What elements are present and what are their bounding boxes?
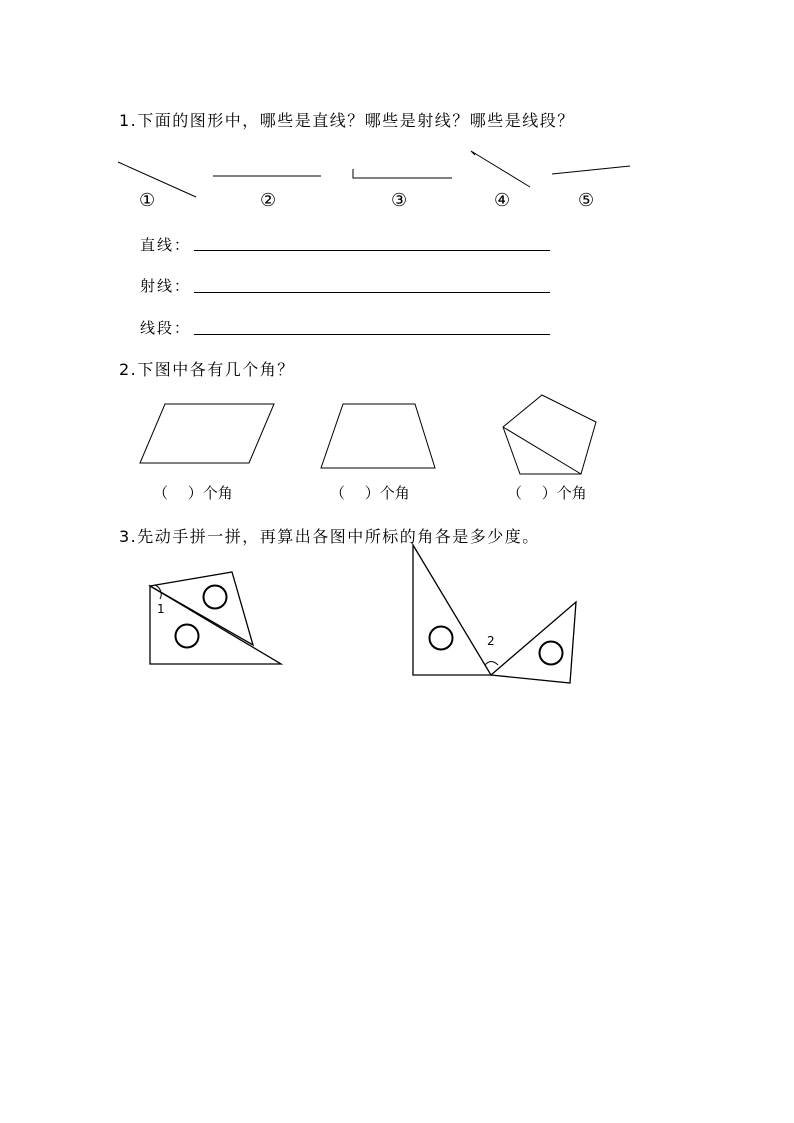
label-straight-line: 直线： xyxy=(140,236,192,254)
answer-blank-3[interactable]: （ ）个角 xyxy=(507,484,587,502)
question-2-text: 2.下图中各有几个角？ xyxy=(119,360,295,379)
answer-blank-1[interactable]: （ ）个角 xyxy=(153,484,233,502)
figure-3-line xyxy=(353,169,452,178)
parallelogram-shape xyxy=(140,404,274,463)
ruler-hole-circle xyxy=(204,586,227,609)
figure-number-4: ④ xyxy=(494,190,511,211)
answer-line-ray[interactable] xyxy=(194,292,550,293)
triangle-ruler-right xyxy=(491,602,576,683)
figure-number-3: ③ xyxy=(391,190,408,211)
pentagon-shape xyxy=(503,395,596,474)
figure-number-1: ① xyxy=(139,190,156,211)
ruler-hole-circle xyxy=(176,625,199,648)
question-1-text: 1.下面的图形中，哪些是直线？哪些是射线？哪些是线段？ xyxy=(119,111,575,130)
ruler-hole-circle xyxy=(540,642,563,665)
triangle-ruler-small xyxy=(150,572,253,645)
trapezoid-shape xyxy=(321,404,435,468)
figure-5-line xyxy=(552,166,630,174)
angle-2-arc xyxy=(485,662,498,666)
figure-number-5: ⑤ xyxy=(578,190,595,211)
answer-blank-2[interactable]: （ ）个角 xyxy=(330,484,410,502)
ruler-hole-circle xyxy=(430,627,453,650)
angle-2-label: 2 xyxy=(487,634,495,648)
pentagon-diagonal xyxy=(503,427,581,474)
label-ray: 射线： xyxy=(140,277,192,295)
question-3-text: 3.先动手拼一拼，再算出各图中所标的角各是多少度。 xyxy=(119,527,540,546)
figure-1-line xyxy=(118,162,196,197)
answer-line-segment[interactable] xyxy=(194,334,550,335)
angle-1-label: 1 xyxy=(157,602,165,616)
triangle-ruler-left xyxy=(413,545,491,675)
figure-4-line xyxy=(471,151,530,187)
answer-line-straight[interactable] xyxy=(194,250,550,251)
figure-number-2: ② xyxy=(260,190,277,211)
label-segment: 线段： xyxy=(140,319,192,337)
